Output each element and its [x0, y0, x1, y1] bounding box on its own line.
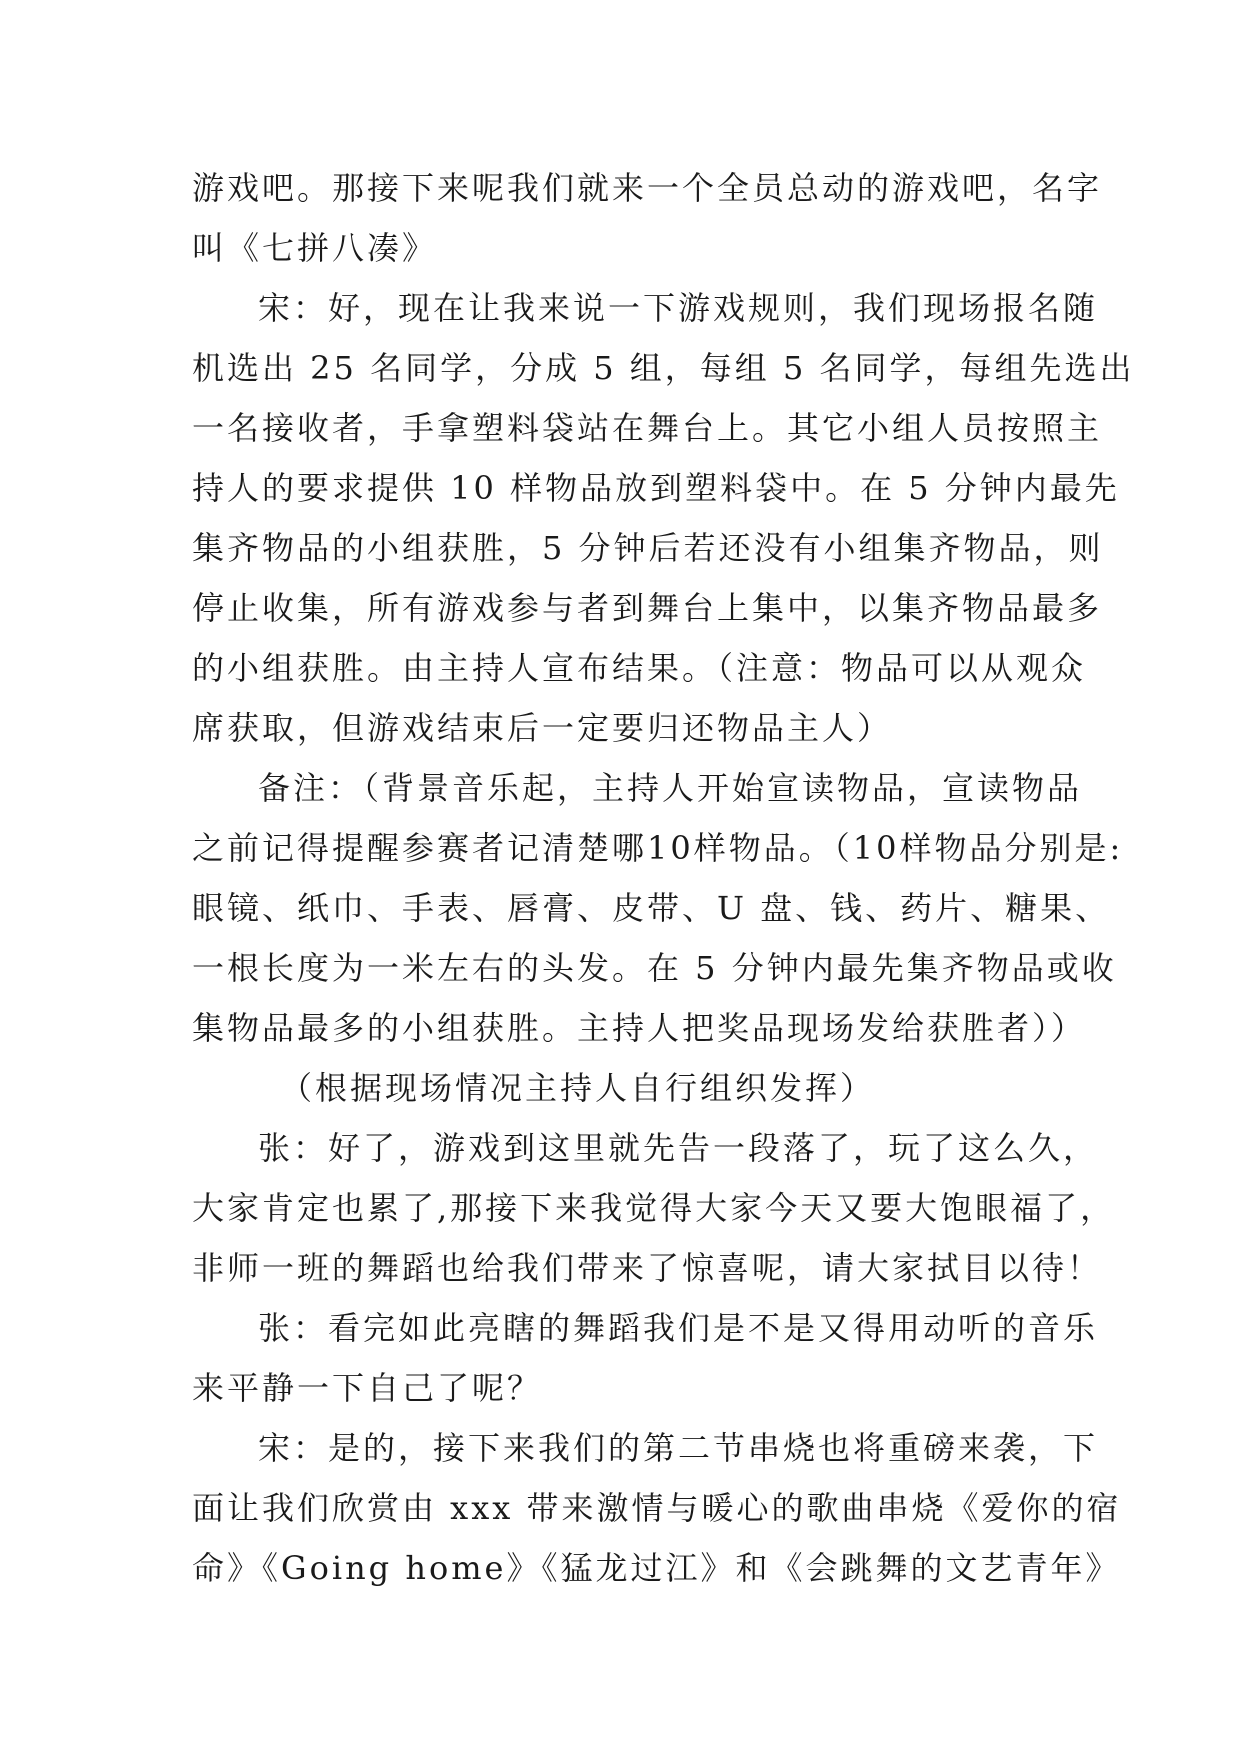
text-line: 一根长度为一米左右的头发。在 5 分钟内最先集齐物品或收 — [192, 949, 1117, 987]
text-line: 持人的要求提供 10 样物品放到塑料袋中。在 5 分钟内最先 — [192, 469, 1120, 507]
text-line: 大家肯定也累了,那接下来我觉得大家今天又要大饱眼福了， — [192, 1189, 1116, 1227]
paragraph-start-song-rules: 宋：好，现在让我来说一下游戏规则，我们现场报名随 — [258, 289, 1099, 327]
text-line: 集齐物品的小组获胜，5 分钟后若还没有小组集齐物品，则 — [192, 529, 1104, 567]
text-line: 的小组获胜。由主持人宣布结果。（注意：物品可以从观众 — [192, 649, 1087, 687]
paragraph-start-note: 备注：（背景音乐起，主持人开始宣读物品，宣读物品 — [258, 769, 1083, 807]
text-line: 非师一班的舞蹈也给我们带来了惊喜呢，请大家拭目以待！ — [192, 1249, 1103, 1287]
text-line: 来平静一下自己了呢？ — [192, 1369, 543, 1407]
document-body — [192, 158, 1135, 1598]
text-line: 之前记得提醒参赛者记清楚哪10样物品。（10样物品分别是: — [192, 829, 1124, 867]
paragraph-start-zhang-2: 张：看完如此亮瞎的舞蹈我们是不是又得用动听的音乐 — [258, 1309, 1099, 1347]
text-line: 机选出 25 名同学，分成 5 组，每组 5 名同学，每组先选出 — [192, 349, 1135, 387]
paragraph-host-improvise: （根据现场情况主持人自行组织发挥） — [280, 1069, 876, 1107]
text-line: 集物品最多的小组获胜。主持人把奖品现场发给获胜者）） — [192, 1009, 1087, 1047]
text-line: 一名接收者，手拿塑料袋站在舞台上。其它小组人员按照主 — [192, 409, 1103, 447]
text-line: 命》《Going home》《猛龙过江》和《会跳舞的文艺青年》 — [192, 1549, 1121, 1587]
text-line: 叫《七拼八凑》 — [192, 229, 438, 267]
paragraph-start-song-2: 宋：是的，接下来我们的第二节串烧也将重磅来袭，下 — [258, 1429, 1099, 1467]
text-line: 游戏吧。那接下来呢我们就来一个全员总动的游戏吧，名字 — [192, 169, 1103, 207]
text-line: 席获取，但游戏结束后一定要归还物品主人） — [192, 709, 893, 747]
text-line: 眼镜、纸巾、手表、唇膏、皮带、U 盘、钱、药片、糖果、 — [192, 889, 1111, 927]
paragraph-start-zhang-1: 张：好了，游戏到这里就先告一段落了，玩了这么久， — [258, 1129, 1099, 1167]
text-line: 面让我们欣赏由 xxx 带来激情与暖心的歌曲串烧《爱你的宿 — [192, 1489, 1122, 1527]
text-line: 停止收集，所有游戏参与者到舞台上集中，以集齐物品最多 — [192, 589, 1103, 627]
